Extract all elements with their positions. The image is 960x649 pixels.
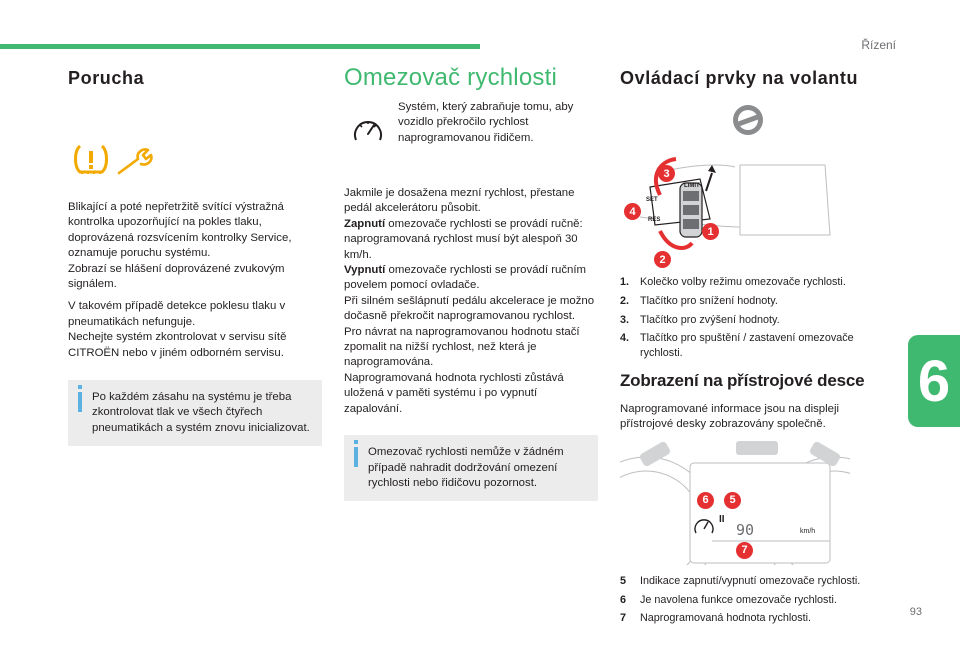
callout-badge-3: 3 <box>658 165 675 182</box>
callout-badge-5: 5 <box>724 492 741 509</box>
ovladaci-title: Ovládací prvky na volantu <box>620 68 859 88</box>
porucha-paragraph-3: V takovém případě detekce poklesu tlaku v pneumatikách nefunguje. <box>68 300 286 328</box>
vypnuti-text: omezovače rychlosti se provádí ručním povelem pomocí ovladače. <box>344 264 587 292</box>
omezovac-title: Omezovač rychlosti <box>344 64 557 91</box>
display-unit: km/h <box>800 527 816 535</box>
callout-badge-6: 6 <box>697 492 714 509</box>
list-item: 4. Tlačítko pro spuštění / zastavení omezovače rychlosti. <box>620 332 854 360</box>
info-icon <box>78 392 82 412</box>
column-porucha <box>68 64 322 446</box>
omezovac-p4: Při silném sešlápnutí pedálu akcelerace je možno dočasně překročit naprogramovanou rychlost. <box>344 294 595 323</box>
porucha-paragraph-2: Zobrazí se hlášení doprovázené zvukovým signálem. <box>68 262 285 291</box>
porucha-note-text: Po každém zásahu na systému je třeba zkontrolovat tlak ve všech čtyřech pneumatikách a systém znovu inicializovat. <box>92 391 310 434</box>
zobrazeni-text: Naprogramované informace jsou na displeji přístrojové desky zobrazovány společně. <box>620 402 840 431</box>
list-item: 2. Tlačítko pro snížení hodnoty. <box>620 294 778 307</box>
stalk-label-res: RES <box>648 217 661 223</box>
display-list <box>620 574 870 626</box>
zapnuti-bold: Zapnutí <box>344 217 386 230</box>
tyre-pressure-warning-icon <box>72 143 110 175</box>
warning-icons <box>68 89 322 167</box>
omezovac-note <box>344 435 598 501</box>
omezovac-p6: Naprogramovaná hodnota rychlosti zůstává uložená v paměti systému i po vypnutí zapalování. <box>344 371 564 415</box>
list-item: 5 Indikace zapnutí/vypnutí omezovače rychlosti. <box>620 574 861 587</box>
zapnuti-text: omezovače rychlosti se provádí ručně: naprogramovaná rychlost musí být alespoň 30 km/h. <box>344 217 583 261</box>
omezovac-intro: Systém, který zabraňuje tomu, aby vozidlo překročilo rychlost naprogramovanou řidičem. <box>398 101 574 144</box>
stalk-label-set: SET <box>646 197 658 203</box>
porucha-title: Porucha <box>68 68 145 88</box>
top-accent-bar <box>0 44 480 49</box>
porucha-paragraph-4: Nechejte systém zkontrolovat v servisu sítě CITROËN nebo v jiném odborném servisu. <box>68 331 287 359</box>
service-wrench-icon <box>116 147 156 177</box>
stalk-label-limit: LIMIT <box>684 183 700 189</box>
callout-badge-1: 1 <box>702 223 719 240</box>
porucha-note <box>68 380 322 446</box>
section-label: Řízení <box>861 38 896 52</box>
info-icon <box>354 447 358 467</box>
callout-badge-2: 2 <box>654 251 671 268</box>
column-ovladaci-prvky <box>620 64 870 630</box>
chapter-tab: 6 <box>908 335 960 427</box>
omezovac-note-text: Omezovač rychlosti nemůže v žádném případě nahradit dodržování omezení rychlosti nebo řidičovu pozornost. <box>368 446 564 489</box>
callout-badge-7: 7 <box>736 542 753 559</box>
page-number: 93 <box>909 606 922 618</box>
controls-list <box>620 275 870 361</box>
list-item: 7 Naprogramovaná hodnota rychlosti. <box>620 612 812 625</box>
display-speed: 90 <box>736 520 755 539</box>
list-item: 6 Je navolena funkce omezovače rychlosti. <box>620 593 837 606</box>
instrument-panel-illustration <box>620 441 870 565</box>
list-item: 3. Tlačítko pro zvýšení hodnoty. <box>620 313 780 326</box>
stalk-illustration <box>620 89 870 265</box>
omezovac-p5: Pro návrat na naprogramovanou hodnotu stačí zpomalit na nižší rychlost, než která je naprogramována. <box>344 325 580 369</box>
omezovac-p1: Jakmile je dosažena mezní rychlost, přestane pedál akcelerátoru působit. <box>344 187 575 215</box>
list-item: 1. Kolečko volby režimu omezovače rychlosti. <box>620 276 846 288</box>
display-pause-indicator: II <box>719 513 725 525</box>
vypnuti-bold: Vypnutí <box>344 264 386 277</box>
omezovac-p3 <box>344 263 598 294</box>
porucha-paragraph-1: Blikající a poté nepřetržitě svítící výstražná kontrolka upozorňující na pokles tlaku, doprovázená rozsvícením kontrolky Service, oznamuje poruchu systému. <box>68 201 292 260</box>
callout-badge-4: 4 <box>624 203 641 220</box>
speedometer-limiter-icon <box>352 116 384 146</box>
omezovac-p2 <box>344 217 598 263</box>
column-omezovac <box>344 64 598 501</box>
zobrazeni-title: Zobrazení na přístrojové desce <box>620 370 865 390</box>
steering-wheel-icon <box>731 103 765 137</box>
